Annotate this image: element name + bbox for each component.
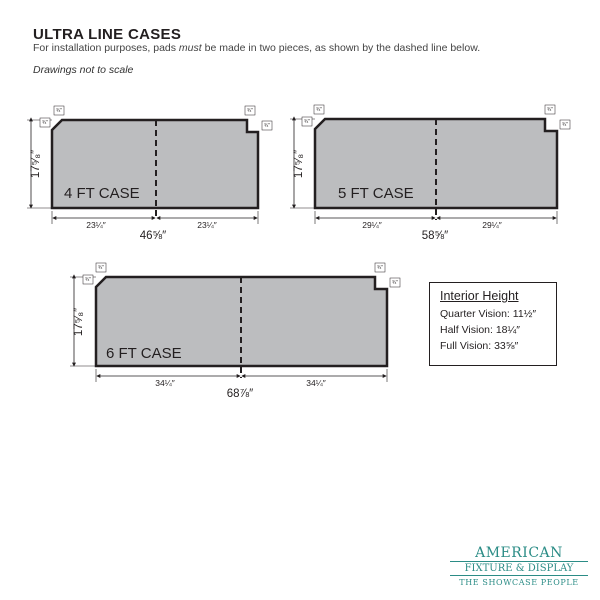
logo-line-1: AMERICAN: [475, 545, 563, 561]
case-6ft-half-left-dim: 34¼″: [155, 378, 175, 388]
subtitle-post: be made in two pieces, as shown by the dashed line below.: [201, 42, 481, 54]
case-4ft-corner-side-right-dim: ¾″: [264, 123, 270, 129]
subtitle-pre: For installation purposes, pads: [33, 42, 179, 54]
case-6ft: [70, 263, 400, 400]
subtitle-emphasis: must: [178, 42, 202, 54]
interior-height-title: Interior Height: [440, 289, 519, 303]
case-4ft-total-dim: 46⅝″: [139, 230, 167, 242]
case-5ft-corner-left-dim: ¾″: [316, 107, 322, 113]
case-4ft-label: 4 FT CASE: [64, 185, 140, 202]
interior-half-vision: Half Vision: 18¼″: [440, 324, 520, 336]
case-6ft-corner-left-dim: ¾″: [98, 265, 104, 271]
case-4ft-corner-left-side-dim: ¾″: [42, 120, 48, 126]
case-5ft-corner-top-right-dim: ¾″: [547, 107, 553, 113]
case-5ft: [290, 105, 570, 242]
case-4ft-half-right-dim: 23¼″: [197, 220, 217, 230]
case-5ft-corner-left-side-dim: ¾″: [304, 119, 310, 125]
case-5ft-half-right-dim: 29¼″: [482, 220, 502, 230]
interior-full-vision: Full Vision: 33⅝″: [440, 340, 519, 352]
scale-note: Drawings not to scale: [33, 64, 134, 76]
case-4ft-corner-left-dim: ¾″: [56, 108, 62, 114]
case-4ft-height-dim: 17⁵⁄₈″: [30, 149, 42, 179]
case-6ft-corner-left-side-dim: ¾″: [85, 277, 91, 283]
case-5ft-total-dim: 58⅝″: [421, 230, 449, 242]
case-6ft-height-dim: 17⁵⁄₈″: [73, 307, 85, 337]
page-title: ULTRA LINE CASES: [33, 26, 182, 43]
case-4ft-half-left-dim: 23¼″: [86, 220, 106, 230]
case-6ft-total-dim: 68⅞″: [226, 388, 254, 400]
case-6ft-label: 6 FT CASE: [106, 345, 182, 362]
case-4ft: [27, 106, 272, 242]
logo-line-3: THE SHOWCASE PEOPLE: [459, 578, 579, 587]
interior-quarter-vision: Quarter Vision: 11½″: [440, 308, 537, 320]
case-5ft-label: 5 FT CASE: [338, 185, 414, 202]
interior-height-box: [429, 282, 557, 366]
brand-logo: [450, 546, 588, 589]
case-6ft-corner-side-right-dim: ¾″: [392, 280, 398, 286]
case-5ft-half-left-dim: 29¼″: [362, 220, 382, 230]
logo-line-2: FIXTURE & DISPLAY: [450, 561, 588, 576]
case-6ft-corner-top-right-dim: ¾″: [377, 265, 383, 271]
case-5ft-corner-side-right-dim: ¾″: [562, 122, 568, 128]
case-5ft-height-dim: 17⁵⁄₈″: [293, 149, 305, 179]
case-6ft-half-right-dim: 34¼″: [306, 378, 326, 388]
case-4ft-corner-top-right-dim: ¾″: [247, 108, 253, 114]
